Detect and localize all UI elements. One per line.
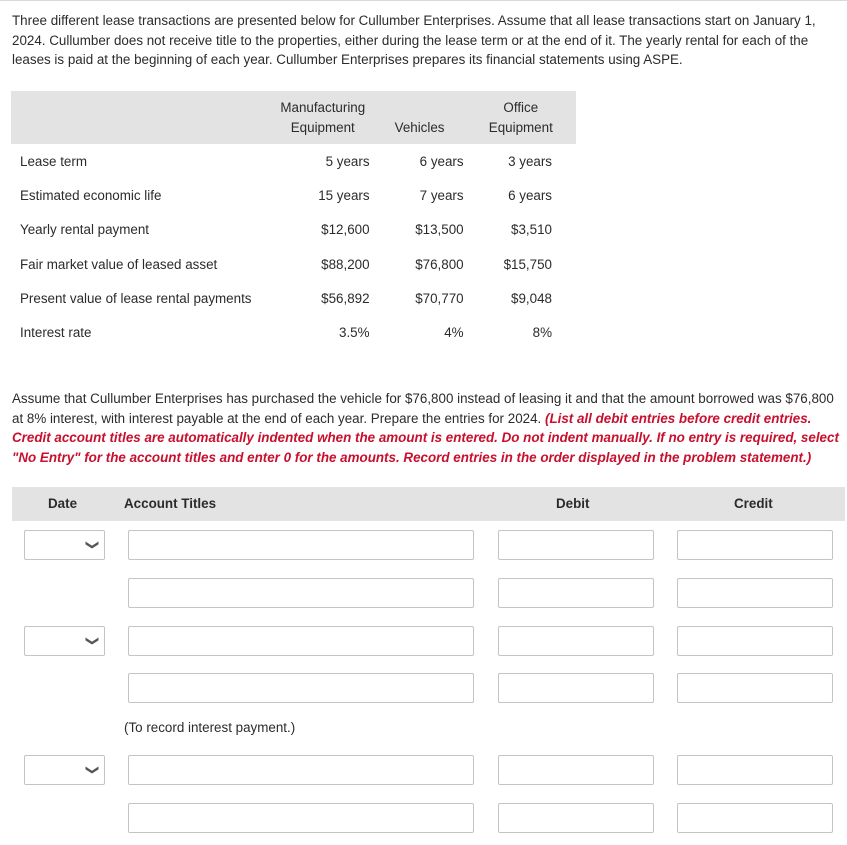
journal-header (12, 487, 845, 521)
table-header-row (11, 91, 576, 144)
account-title-input[interactable] (128, 530, 474, 560)
date-select[interactable] (24, 755, 105, 785)
header-office-equipment: Office Equipment (488, 99, 553, 135)
account-title-input[interactable] (128, 626, 474, 656)
date-column-header: Date (48, 496, 78, 511)
debit-column-header: Debit (556, 496, 590, 511)
question-instructions: (List all debit entries before credit entries. Credit account titles are automatically indented when the amount is entered. Do not indent manually. If no entry is required, select "No Entry" for the account titles and enter 0 for the amounts. Record entries in the order displayed in the problem statement.) (12, 410, 839, 465)
account-title-input[interactable] (128, 803, 474, 833)
account-title-input[interactable] (128, 578, 474, 608)
date-select[interactable] (24, 626, 105, 656)
chevron-down-icon: ❯ (85, 635, 101, 647)
chevron-down-icon: ❯ (85, 764, 101, 776)
debit-input[interactable] (498, 626, 654, 656)
credit-input[interactable] (677, 803, 833, 833)
header-manufacturing-equipment: Manufacturing Equipment (280, 99, 366, 135)
credit-input[interactable] (677, 530, 833, 560)
account-title-input[interactable] (128, 673, 474, 703)
debit-input[interactable] (498, 803, 654, 833)
table-row: Fair market value of leased asset $88,200 $76,800 $15,750 (20, 256, 552, 272)
chevron-down-icon: ❯ (85, 539, 101, 551)
question-body: Assume that Cullumber Enterprises has purchased the vehicle for $76,800 instead of leasing it and that the amount borrowed was $76,800 at 8% interest, with interest payable at the end of each year. Prepare the entries for 2024. (12, 391, 834, 426)
blank-header (11, 91, 276, 144)
credit-input[interactable] (677, 626, 833, 656)
debit-input[interactable] (498, 673, 654, 703)
account-title-input[interactable] (128, 755, 474, 785)
credit-input[interactable] (677, 755, 833, 785)
debit-input[interactable] (498, 530, 654, 560)
problem-intro: Three different lease transactions are presented below for Cullumber Enterprises. Assume that all lease transactions start on January 1, 2024. Cullumber does not receive title to the properties, either during the lease term or at the end of it. The yearly rental for each of the leases is paid at the beginning of each year. Cullumber Enterprises prepares its financial statements using ASPE. (12, 13, 816, 67)
top-divider (0, 0, 847, 1)
credit-column-header: Credit (734, 496, 773, 511)
table-row: Yearly rental payment $12,600 $13,500 $3,510 (20, 222, 552, 238)
credit-input[interactable] (677, 673, 833, 703)
question-text (12, 389, 842, 467)
entry-note: (To record interest payment.) (124, 720, 296, 735)
debit-input[interactable] (498, 755, 654, 785)
table-row: Lease term 5 years 6 years 3 years (20, 153, 552, 169)
table-row: Estimated economic life 15 years 7 years 6 years (20, 187, 552, 203)
lease-data-table (11, 91, 576, 350)
header-vehicles: Vehicles (394, 119, 445, 135)
date-select[interactable] (24, 530, 105, 560)
table-row: Present value of lease rental payments $56,892 $70,770 $9,048 (20, 290, 552, 306)
credit-input[interactable] (677, 578, 833, 608)
account-titles-column-header: Account Titles (124, 496, 217, 511)
debit-input[interactable] (498, 578, 654, 608)
table-row: Interest rate 3.5% 4% 8% (20, 325, 552, 341)
